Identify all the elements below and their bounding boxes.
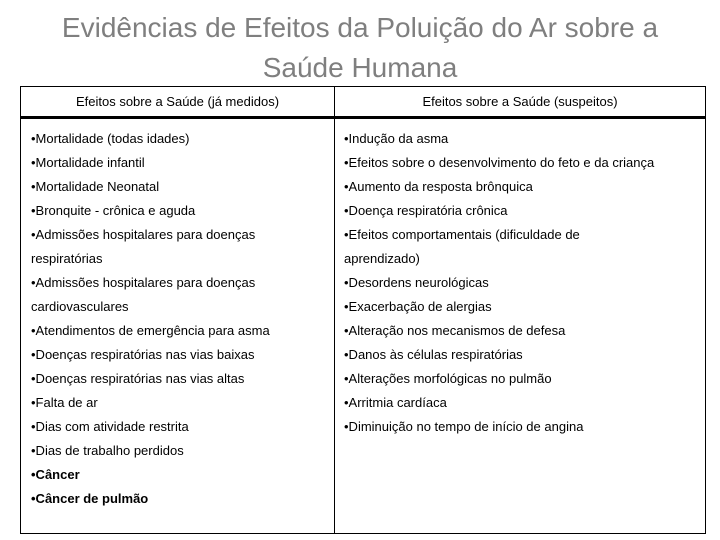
slide-title: Evidências de Efeitos da Poluição do Ar sobre a Saúde Humana bbox=[61, 12, 659, 83]
list-item-cancer: •Câncer bbox=[31, 467, 80, 482]
list-item: •Mortalidade infantil bbox=[31, 155, 145, 170]
list-item: •Mortalidade (todas idades) bbox=[31, 131, 190, 146]
list-item: •Aumento da resposta brônquica bbox=[344, 179, 533, 194]
suspected-effects-list bbox=[344, 127, 700, 439]
list-item: cardiovasculares bbox=[31, 299, 129, 314]
list-item: •Doenças respiratórias nas vias altas bbox=[31, 371, 245, 386]
list-item: •Exacerbação de alergias bbox=[344, 299, 492, 314]
list-item: •Diminuição no tempo de início de angina bbox=[344, 419, 584, 434]
header-suspected-effects: Efeitos sobre a Saúde (suspeitos) bbox=[422, 94, 618, 109]
header-measured-effects: Efeitos sobre a Saúde (já medidos) bbox=[75, 94, 280, 109]
measured-effects-list bbox=[31, 127, 327, 511]
list-item: respiratórias bbox=[31, 251, 103, 266]
list-item: •Alteração nos mecanismos de defesa bbox=[344, 323, 566, 338]
list-item: •Doença respiratória crônica bbox=[344, 203, 508, 218]
list-item: •Alterações morfológicas no pulmão bbox=[344, 371, 552, 386]
list-item: •Efeitos comportamentais (dificuldade de bbox=[344, 227, 580, 242]
list-item: •Dias com atividade restrita bbox=[31, 419, 189, 434]
list-item: •Admissões hospitalares para doenças bbox=[31, 275, 256, 290]
effects-table bbox=[20, 86, 706, 534]
list-item-lung-cancer: •Câncer de pulmão bbox=[31, 491, 149, 506]
list-item: aprendizado) bbox=[344, 251, 420, 266]
list-item: •Doenças respiratórias nas vias baixas bbox=[31, 347, 255, 362]
list-item: •Indução da asma bbox=[344, 131, 449, 146]
list-item: •Atendimentos de emergência para asma bbox=[31, 323, 270, 338]
list-item: •Efeitos sobre o desenvolvimento do feto e da criança bbox=[344, 155, 655, 170]
list-item: •Admissões hospitalares para doenças bbox=[31, 227, 256, 242]
list-item: •Bronquite - crônica e aguda bbox=[31, 203, 196, 218]
list-item: •Danos às células respiratórias bbox=[344, 347, 523, 362]
list-item: •Desordens neurológicas bbox=[344, 275, 489, 290]
column-divider bbox=[334, 87, 335, 533]
table-header-row bbox=[21, 87, 705, 119]
list-item: •Falta de ar bbox=[31, 395, 98, 410]
list-item: •Mortalidade Neonatal bbox=[31, 179, 160, 194]
list-item: •Arritmia cardíaca bbox=[344, 395, 447, 410]
list-item: •Dias de trabalho perdidos bbox=[31, 443, 184, 458]
